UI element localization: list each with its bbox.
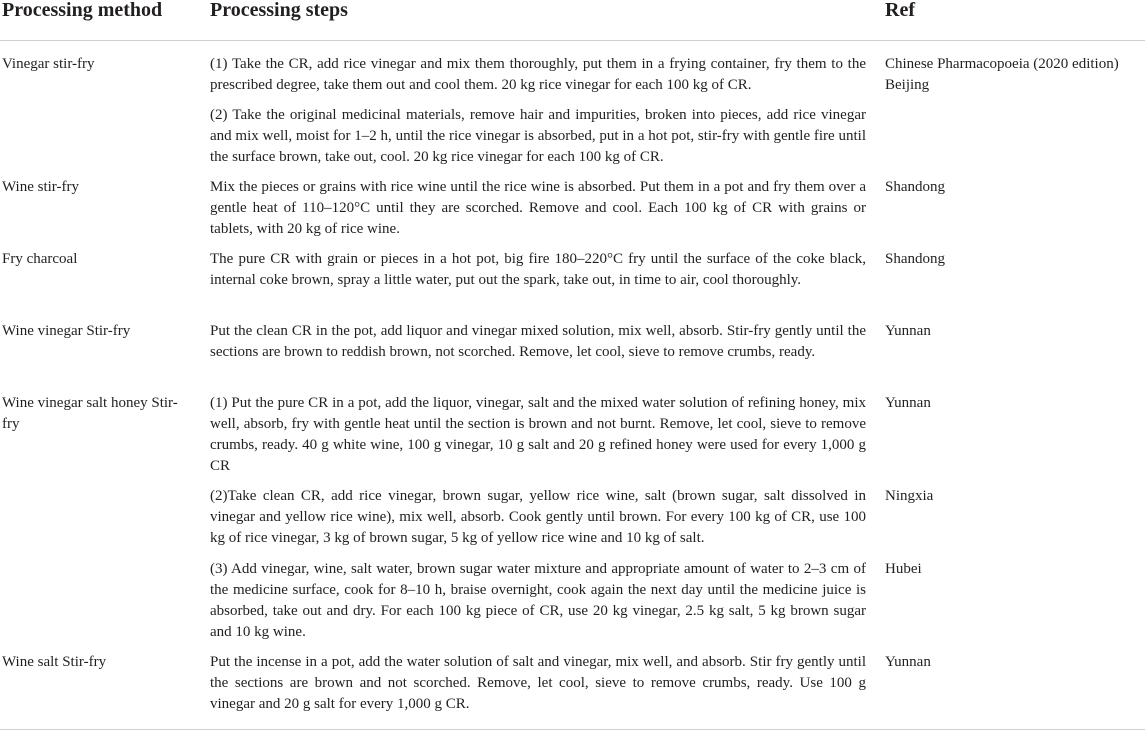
- method-cell: Wine vinegar Stir-fry: [2, 323, 131, 339]
- steps-cell: [210, 321, 866, 363]
- steps-cell: [210, 559, 866, 643]
- step-text: (2) Take the original medicinal materials, remove hair and impurities, broken into pieces, add rice vinegar and mix well, moist for 1–2 h, until the rice vinegar is absorbed, put in a hot pot, stir-fry with gentle fire until the surface brown, take out, cool. 20 kg rice vinegar for each 100 kg of CR.: [210, 107, 866, 165]
- ref-line: Beijing: [885, 77, 930, 93]
- ref-cell: [885, 249, 1145, 270]
- ref-cell: [885, 393, 1145, 414]
- steps-cell: [210, 177, 866, 240]
- step-text: The pure CR with grain or pieces in a hot pot, big fire 180–220°C fry until the surface of the coke black, internal coke brown, spray a little water, put out the spark, take out, in time to air, cool thoroughly.: [210, 251, 866, 288]
- step-text: (2)Take clean CR, add rice vinegar, brown sugar, yellow rice wine, salt (brown sugar, salt dissolved in vinegar and yellow rice wine), mix well, absorb. Cook gently until brown. For every 100 kg of CR, use 100 kg of rice vinegar, 3 kg of brown sugar, 5 kg of yellow rice wine and 10 kg of salt.: [210, 488, 866, 546]
- method-cell: Fry charcoal: [2, 251, 78, 267]
- steps-cell: [210, 54, 866, 168]
- header-ref: Ref: [885, 0, 915, 21]
- header-processing-method: Processing method: [2, 0, 163, 21]
- ref-line: Yunnan: [885, 654, 931, 670]
- steps-cell: [210, 652, 866, 715]
- steps-cell: [210, 486, 866, 549]
- step-text: (1) Take the CR, add rice vinegar and mix them thoroughly, put them in a frying container, fry them to the prescribed degree, take them out and cool them. 20 kg rice vinegar for each 100 kg of CR.: [210, 56, 866, 93]
- steps-cell: [210, 393, 866, 477]
- ref-line: Shandong: [885, 179, 945, 195]
- table-bottom-rule: [0, 729, 1145, 730]
- ref-line: Hubei: [885, 561, 922, 577]
- ref-cell: [885, 486, 1145, 507]
- ref-cell: [885, 177, 1145, 198]
- header-processing-steps: Processing steps: [210, 0, 348, 21]
- method-cell: Vinegar stir-fry: [2, 56, 95, 72]
- method-cell: Wine stir-fry: [2, 179, 79, 195]
- ref-line: Shandong: [885, 251, 945, 267]
- step-text: (1) Put the pure CR in a pot, add the liquor, vinegar, salt and the mixed water solution of refining honey, mix well, absorb, fry with gentle heat until the section is brown and not burnt. Remove, let cool, sieve to remove crumbs, ready. 40 g white wine, 100 g vinegar, 10 g salt and 20 g refined honey were used for every 1,000 g CR: [210, 395, 866, 474]
- table-header: [0, 0, 1145, 41]
- ref-cell: [885, 652, 1145, 673]
- ref-cell: [885, 54, 1145, 96]
- method-cell: Wine vinegar salt honey Stir-fry: [2, 395, 178, 432]
- ref-cell: [885, 321, 1145, 342]
- step-text: Put the clean CR in the pot, add liquor and vinegar mixed solution, mix well, absorb. Stir-fry gently until the sections are brown to reddish brown, not scorched. Remove, let cool, sieve to remove crumbs, ready.: [210, 323, 866, 360]
- steps-cell: [210, 249, 866, 291]
- ref-line: Ningxia: [885, 488, 934, 504]
- step-text: Mix the pieces or grains with rice wine until the rice wine is absorbed. Put them in a pot and fry them over a gentle heat of 110–120°C until they are scorched. Remove and cool. Each 100 kg of CR with grains or tablets, with 20 kg of rice wine.: [210, 179, 866, 237]
- step-text: (3) Add vinegar, wine, salt water, brown sugar water mixture and appropriate amount of water to 2–3 cm of the medicine surface, cook for 8–10 h, braise overnight, cook again the next day until the medicine juice is absorbed, take out and dry. For each 100 kg piece of CR, use 20 kg vinegar, 2.5 kg salt, 5 kg brown sugar and 10 kg wine.: [210, 561, 866, 640]
- ref-cell: [885, 559, 1145, 580]
- ref-line: Chinese Pharmacopoeia (2020 edition): [885, 56, 1119, 72]
- method-cell: Wine salt Stir-fry: [2, 654, 107, 670]
- ref-line: Yunnan: [885, 395, 931, 411]
- ref-line: Yunnan: [885, 323, 931, 339]
- step-text: Put the incense in a pot, add the water solution of salt and vinegar, mix well, and absorb. Stir fry gently until the sections are brown and not scorched. Remove, let cool, sieve to remove crumbs, ready. Use 100 g vinegar and 20 g salt for every 1,000 g CR.: [210, 654, 866, 712]
